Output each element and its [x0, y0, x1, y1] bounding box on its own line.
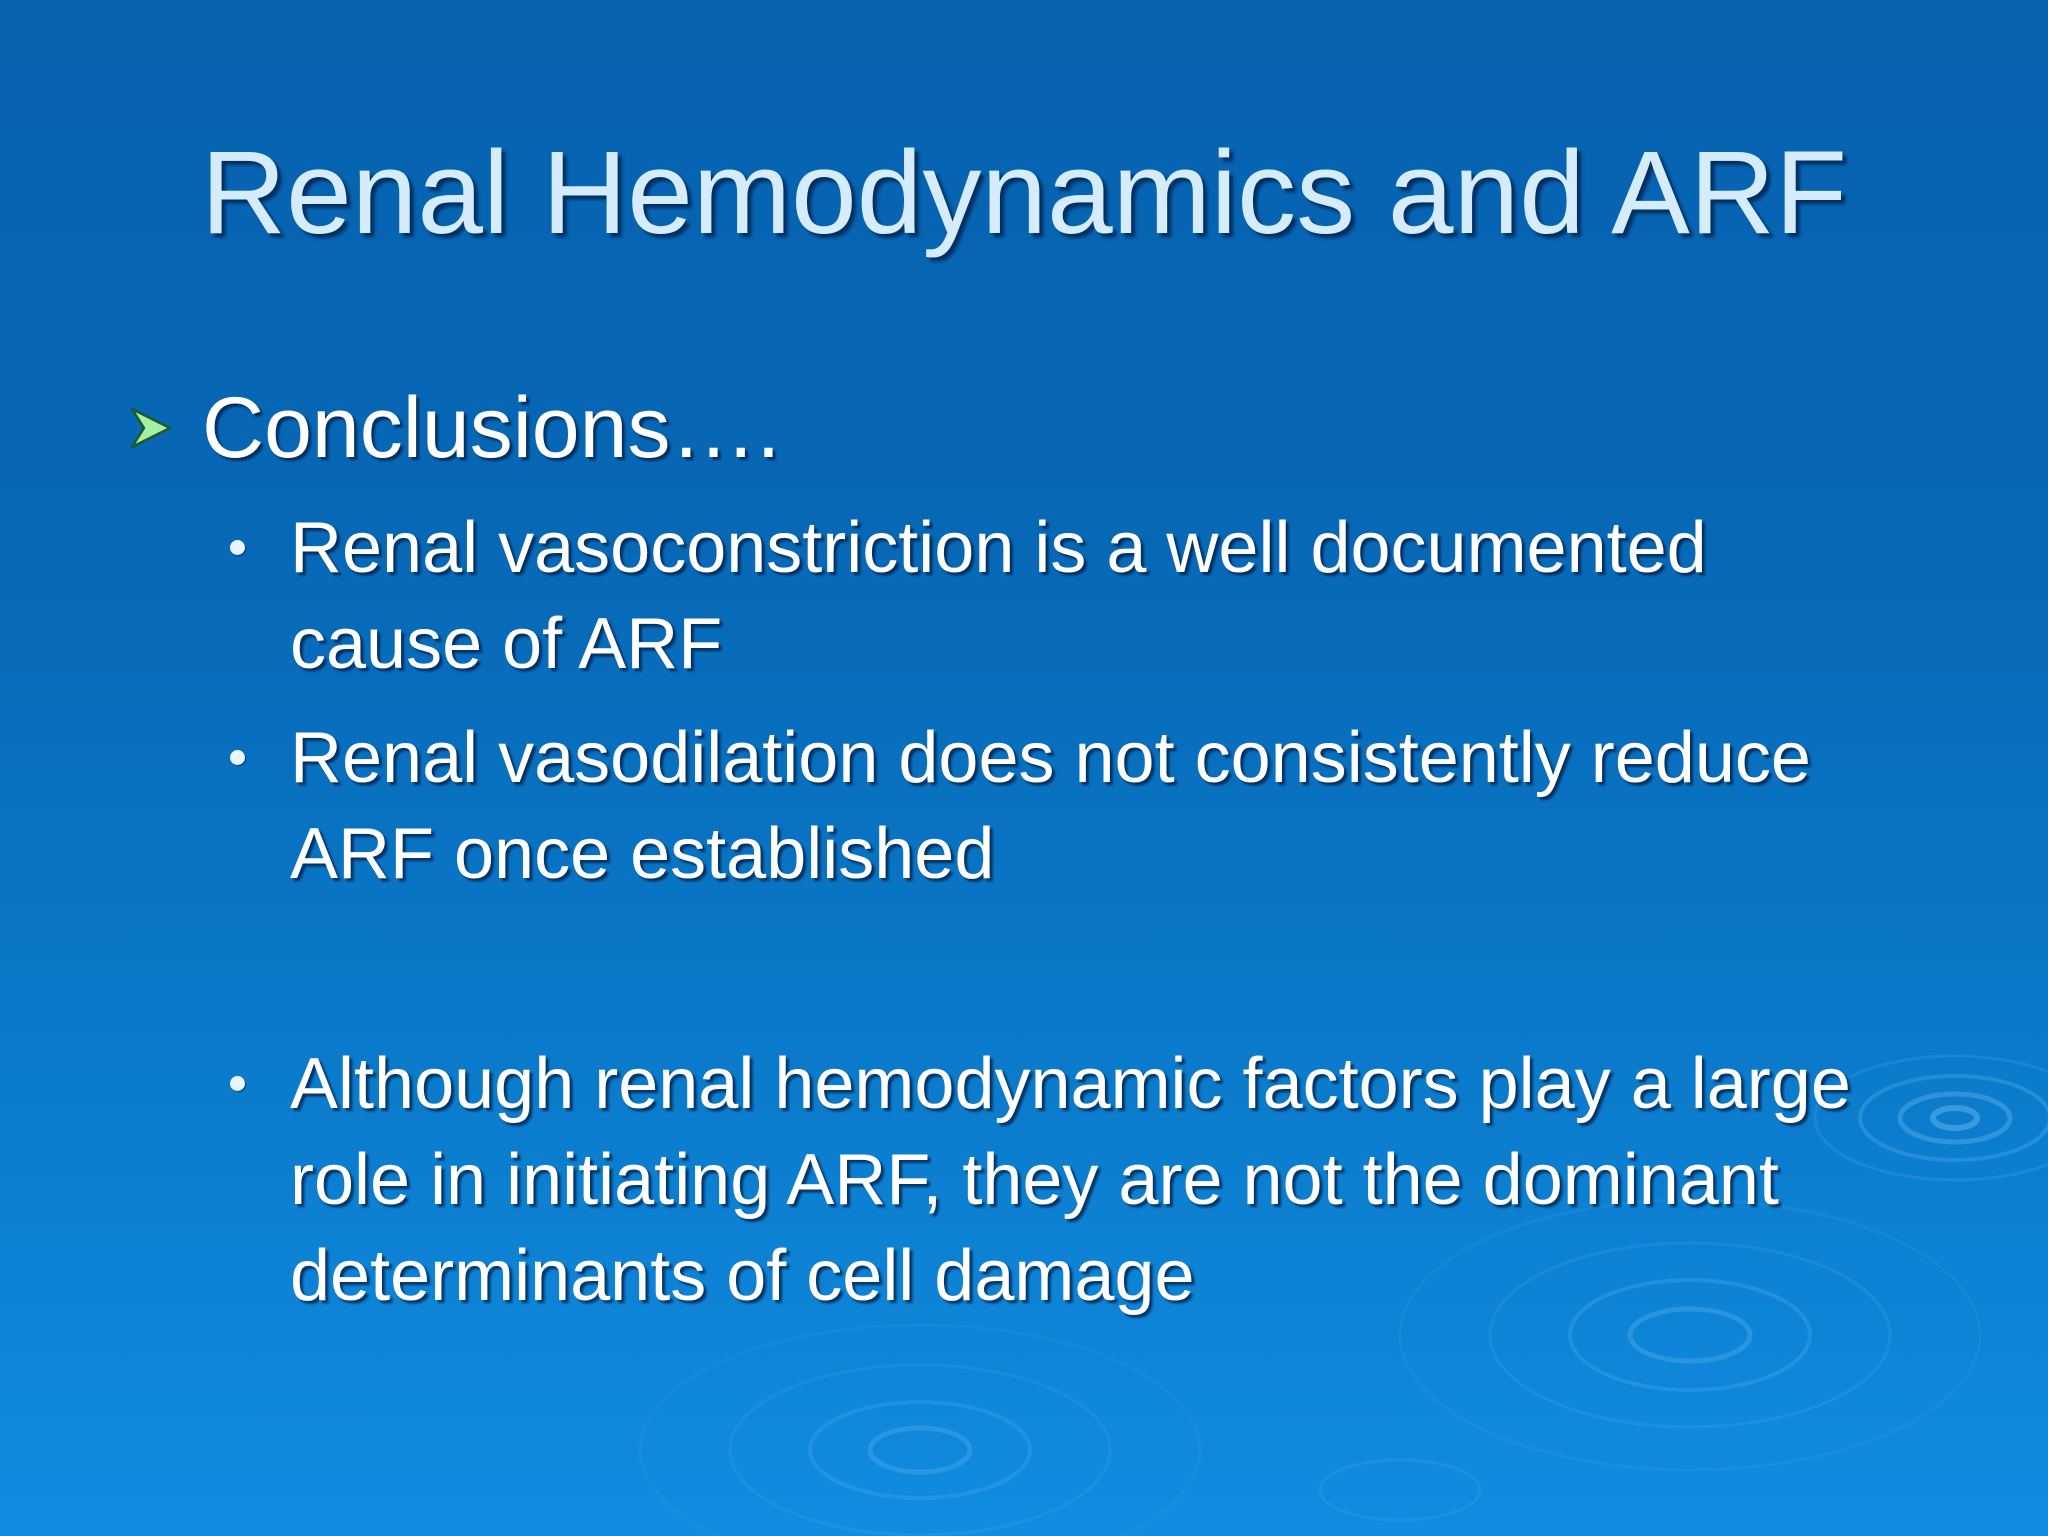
arrow-bullet-icon: [126, 403, 176, 453]
slide-title: Renal Hemodynamics and ARF: [200, 127, 1848, 259]
conclusions-text: Conclusions….: [202, 380, 781, 476]
bullet-dot-icon: [230, 750, 245, 765]
bullet-item: [226, 1036, 1886, 1324]
conclusions-heading: [126, 378, 780, 478]
bullet-dot-icon: [230, 540, 245, 555]
bullet-item: [226, 710, 1886, 902]
bullet-text: Renal vasoconstriction is a well documented cause of ARF: [290, 508, 1707, 684]
bullet-text: Although renal hemodynamic factors play a large role in initiating ARF, they are not the dominant determinants of cell damage: [290, 1044, 1851, 1316]
bullet-item: [226, 500, 1886, 692]
bullet-text: Renal vasodilation does not consistently reduce ARF once established: [290, 718, 1811, 894]
bullet-dot-icon: [230, 1076, 245, 1091]
